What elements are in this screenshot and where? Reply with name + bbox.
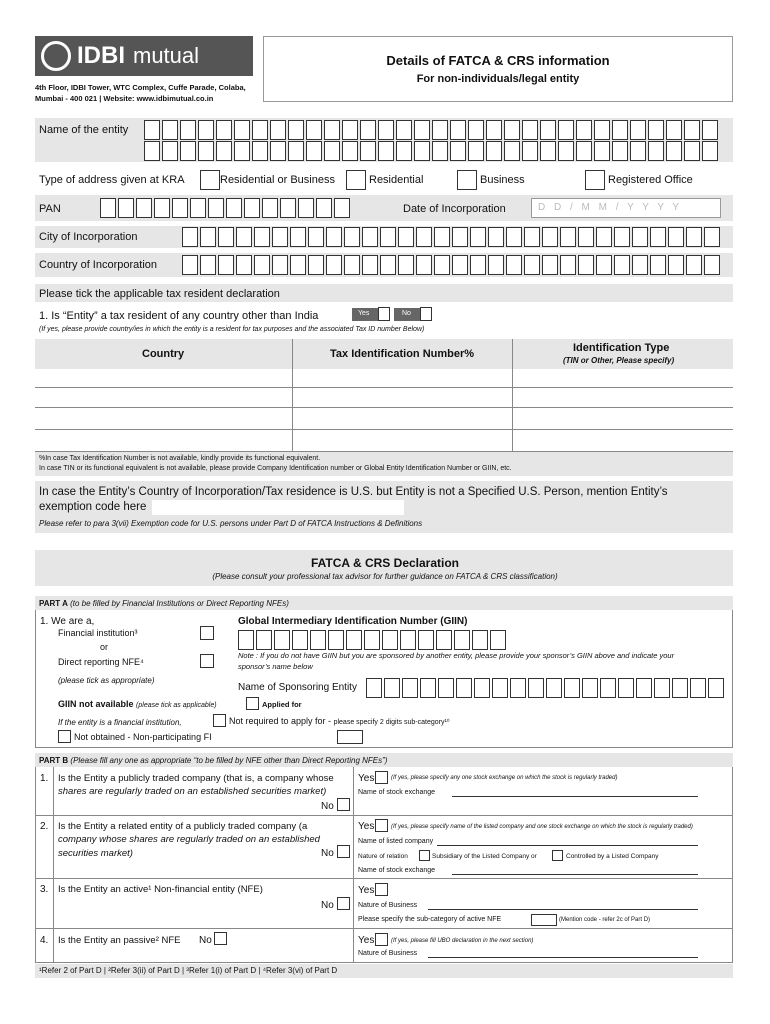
q3-yes: Yes bbox=[358, 885, 375, 896]
q3-bus: Nature of Business bbox=[358, 902, 418, 909]
q2-yes-checkbox[interactable] bbox=[375, 819, 388, 832]
char-cell[interactable] bbox=[582, 678, 598, 698]
address2: Mumbai - 400 021 | Website: www.idbimutual.co.in bbox=[35, 94, 214, 103]
char-cell[interactable] bbox=[522, 141, 538, 161]
char-cell[interactable] bbox=[280, 198, 296, 218]
q1-text: Is the Entity a publicly traded company (that is, a company whose bbox=[58, 773, 334, 784]
char-cell[interactable] bbox=[596, 227, 612, 247]
char-cell[interactable] bbox=[274, 630, 290, 650]
tax-no-label: No bbox=[394, 308, 420, 321]
entity-name-label: Name of the entity bbox=[39, 124, 129, 136]
char-cell[interactable] bbox=[668, 227, 684, 247]
char-cell[interactable] bbox=[216, 120, 232, 140]
char-cell[interactable] bbox=[474, 678, 490, 698]
char-cell[interactable] bbox=[344, 227, 360, 247]
char-cell[interactable] bbox=[542, 227, 558, 247]
char-cell[interactable] bbox=[668, 255, 684, 275]
sponsor-label: Name of Sponsoring Entity bbox=[238, 682, 357, 693]
char-cell[interactable] bbox=[708, 678, 724, 698]
char-cell[interactable] bbox=[144, 141, 160, 161]
char-cell[interactable] bbox=[272, 255, 288, 275]
char-cell[interactable] bbox=[414, 120, 430, 140]
char-cell[interactable] bbox=[684, 120, 700, 140]
char-cell[interactable] bbox=[488, 227, 504, 247]
char-cell[interactable] bbox=[456, 678, 472, 698]
fi-checkbox[interactable] bbox=[200, 626, 214, 640]
exemption-code-input[interactable] bbox=[152, 500, 404, 515]
tick-note: (please tick as appropriate) bbox=[58, 676, 155, 685]
parta-label: PART A bbox=[39, 599, 68, 608]
char-cell[interactable] bbox=[450, 141, 466, 161]
q3-no-checkbox[interactable] bbox=[337, 897, 350, 910]
char-cell[interactable] bbox=[270, 120, 286, 140]
char-cell[interactable] bbox=[362, 227, 378, 247]
char-cell[interactable] bbox=[418, 630, 434, 650]
q1-exch-input[interactable] bbox=[452, 796, 698, 797]
partb-note: (Please fill any one as appropriate “to be filled by NFE other than Direct Reporting NFEs”) bbox=[70, 756, 388, 765]
giin-note: Note : If you do not have GIIN but you are sponsored by another entity, please provide your sponsor’s GIIN above and indicate your bbox=[238, 651, 675, 660]
we-are: 1. We are a, bbox=[40, 616, 95, 627]
char-cell[interactable] bbox=[438, 678, 454, 698]
char-cell[interactable] bbox=[382, 630, 398, 650]
char-cell[interactable] bbox=[436, 630, 452, 650]
char-cell[interactable] bbox=[472, 630, 488, 650]
char-cell[interactable] bbox=[690, 678, 706, 698]
applied-label: Applied for bbox=[262, 700, 302, 709]
char-cell[interactable] bbox=[200, 227, 216, 247]
tax-yes-label: Yes bbox=[352, 308, 378, 321]
char-cell[interactable] bbox=[654, 678, 670, 698]
char-cell[interactable] bbox=[288, 141, 304, 161]
char-cell[interactable] bbox=[270, 141, 286, 161]
char-cell[interactable] bbox=[180, 120, 196, 140]
char-cell[interactable] bbox=[576, 120, 592, 140]
tax-q1-note: (If yes, please provide country/ies in which the entity is a resident for tax purposes and the associated Tax ID number Below) bbox=[39, 326, 425, 333]
char-cell[interactable] bbox=[486, 120, 502, 140]
char-cell[interactable] bbox=[684, 141, 700, 161]
char-cell[interactable] bbox=[298, 198, 314, 218]
char-cell[interactable] bbox=[704, 255, 720, 275]
q4-yes-checkbox[interactable] bbox=[375, 933, 388, 946]
char-cell[interactable] bbox=[364, 630, 380, 650]
q4-bus-input[interactable] bbox=[428, 957, 698, 958]
address: 4th Floor, IDBI Tower, WTC Complex, Cuffe Parade, Colaba, bbox=[35, 83, 246, 92]
us-exempt-text2: exemption code here bbox=[39, 501, 147, 513]
applied-checkbox[interactable] bbox=[246, 697, 259, 710]
q4-text: Is the Entity an passive² NFE bbox=[58, 935, 181, 946]
bus-label: Business bbox=[480, 174, 525, 186]
char-cell[interactable] bbox=[162, 120, 178, 140]
char-cell[interactable] bbox=[290, 227, 306, 247]
q1-exch: Name of stock exchange bbox=[358, 789, 436, 796]
char-cell[interactable] bbox=[578, 227, 594, 247]
nfe-label: Direct reporting NFE⁴ bbox=[58, 657, 144, 667]
q1-no-checkbox[interactable] bbox=[337, 798, 350, 811]
col-id-type: Identification Type bbox=[573, 342, 670, 354]
q3-yes-checkbox[interactable] bbox=[375, 883, 388, 896]
char-cell[interactable] bbox=[360, 141, 376, 161]
q4-yes-note: (If yes, please fill UBO declaration in the next section) bbox=[391, 938, 534, 944]
q2-text2: company whose shares are regularly traded on an established bbox=[58, 834, 320, 845]
char-cell[interactable] bbox=[328, 630, 344, 650]
char-cell[interactable] bbox=[600, 678, 616, 698]
char-cell[interactable] bbox=[396, 120, 412, 140]
char-cell[interactable] bbox=[396, 141, 412, 161]
char-cell[interactable] bbox=[686, 255, 702, 275]
char-cell[interactable] bbox=[492, 678, 508, 698]
q1-no: No bbox=[321, 801, 334, 812]
char-cell[interactable] bbox=[154, 198, 170, 218]
char-cell[interactable] bbox=[558, 120, 574, 140]
char-cell[interactable] bbox=[360, 120, 376, 140]
logo bbox=[35, 36, 253, 76]
page-subtitle: For non-individuals/legal entity bbox=[416, 73, 580, 85]
char-cell[interactable] bbox=[672, 678, 688, 698]
q2-sub-checkbox[interactable] bbox=[419, 850, 430, 861]
not-req-note: please specify 2 digits sub-category¹⁰ bbox=[333, 719, 450, 726]
char-cell[interactable] bbox=[612, 120, 628, 140]
q3-code: (Mention code - refer 2c of Part D) bbox=[559, 917, 651, 923]
char-cell[interactable] bbox=[326, 227, 342, 247]
col-country: Country bbox=[142, 348, 185, 360]
char-cell[interactable] bbox=[612, 141, 628, 161]
char-cell[interactable] bbox=[226, 198, 242, 218]
char-cell[interactable] bbox=[470, 227, 486, 247]
char-cell[interactable] bbox=[614, 227, 630, 247]
char-cell[interactable] bbox=[380, 255, 396, 275]
char-cell[interactable] bbox=[506, 255, 522, 275]
tin-note1: %In case Tax Identification Number is not available, kindly provide its functional equivalent. bbox=[39, 455, 321, 462]
doi-label: Date of Incorporation bbox=[403, 203, 506, 215]
tax-yes-checkbox[interactable] bbox=[378, 307, 390, 321]
char-cell[interactable] bbox=[560, 255, 576, 275]
char-cell[interactable] bbox=[510, 678, 526, 698]
country-input[interactable] bbox=[182, 255, 722, 275]
char-cell[interactable] bbox=[524, 227, 540, 247]
reg-checkbox[interactable] bbox=[585, 170, 605, 190]
char-cell[interactable] bbox=[218, 227, 234, 247]
char-cell[interactable] bbox=[236, 255, 252, 275]
giin-na-note: (please tick as applicable) bbox=[136, 702, 217, 709]
char-cell[interactable] bbox=[200, 255, 216, 275]
q3-bus-input[interactable] bbox=[428, 909, 698, 910]
char-cell[interactable] bbox=[420, 678, 436, 698]
q2-exch: Name of stock exchange bbox=[358, 867, 436, 874]
char-cell[interactable] bbox=[100, 198, 116, 218]
q3-sub: Please specify the sub-category of active NFE bbox=[358, 916, 502, 923]
giin-note2: sponsor’s name below bbox=[238, 662, 313, 671]
res-bus-checkbox[interactable] bbox=[200, 170, 220, 190]
res-label: Residential bbox=[369, 174, 424, 186]
q4-bus: Nature of Business bbox=[358, 950, 418, 957]
char-cell[interactable] bbox=[292, 630, 308, 650]
logo-text: IDBI bbox=[77, 42, 125, 69]
char-cell[interactable] bbox=[434, 255, 450, 275]
char-cell[interactable] bbox=[342, 120, 358, 140]
footer-refs: ¹Refer 2 of Part D | ²Refer 3(ii) of Part D | ³Refer 1(i) of Part D | ⁴Refer 3(vi) of Part D bbox=[39, 966, 338, 975]
char-cell[interactable] bbox=[630, 120, 646, 140]
char-cell[interactable] bbox=[416, 255, 432, 275]
char-cell[interactable] bbox=[632, 227, 648, 247]
char-cell[interactable] bbox=[172, 198, 188, 218]
char-cell[interactable] bbox=[666, 120, 682, 140]
char-cell[interactable] bbox=[490, 630, 506, 650]
char-cell[interactable] bbox=[564, 678, 580, 698]
char-cell[interactable] bbox=[378, 141, 394, 161]
logo-sub: mutual bbox=[133, 43, 200, 68]
char-cell[interactable] bbox=[256, 630, 272, 650]
tin-note2: In case TIN or its functional equivalent is not available, please provide Company Identification number or Global Entity Identification Number or GIIN, etc. bbox=[39, 465, 512, 472]
q4-no-checkbox[interactable] bbox=[214, 932, 227, 945]
parta-note: (to be filled by Financial Institutions or Direct Reporting NFEs) bbox=[70, 599, 289, 608]
char-cell[interactable] bbox=[398, 227, 414, 247]
char-cell[interactable] bbox=[162, 141, 178, 161]
q3-num: 3. bbox=[40, 884, 49, 895]
us-exempt-note: Please refer to para 3(vii) Exemption code for U.S. persons under Part D of FATCA Instructions & Definitions bbox=[39, 519, 423, 528]
char-cell[interactable] bbox=[704, 227, 720, 247]
char-cell[interactable] bbox=[362, 255, 378, 275]
doi-input[interactable]: D D / M M / Y Y Y Y bbox=[531, 198, 721, 218]
q2-yes-note: (If yes, please specify name of the listed company and one stock exchange on which the stock is regularly traded) bbox=[391, 824, 693, 830]
col-id-type-sub: (TIN or Other, Please specify) bbox=[563, 356, 675, 365]
char-cell[interactable] bbox=[504, 120, 520, 140]
if-fi: If the entity is a financial institution, bbox=[58, 718, 182, 727]
char-cell[interactable] bbox=[334, 198, 350, 218]
char-cell[interactable] bbox=[324, 141, 340, 161]
char-cell[interactable] bbox=[326, 255, 342, 275]
res-bus-label: Residential or Business bbox=[220, 174, 335, 186]
logo-mark-icon bbox=[41, 41, 71, 71]
char-cell[interactable] bbox=[306, 141, 322, 161]
tax-q1: 1. Is “Entity” a tax resident of any country other than India bbox=[39, 310, 319, 322]
char-cell[interactable] bbox=[262, 198, 278, 218]
q2-rel: Nature of relation bbox=[358, 853, 408, 860]
char-cell[interactable] bbox=[308, 255, 324, 275]
char-cell[interactable] bbox=[506, 227, 522, 247]
char-cell[interactable] bbox=[632, 255, 648, 275]
char-cell[interactable] bbox=[252, 120, 268, 140]
char-cell[interactable] bbox=[524, 255, 540, 275]
char-cell[interactable] bbox=[486, 141, 502, 161]
char-cell[interactable] bbox=[648, 141, 664, 161]
char-cell[interactable] bbox=[594, 141, 610, 161]
char-cell[interactable] bbox=[414, 141, 430, 161]
char-cell[interactable] bbox=[180, 141, 196, 161]
char-cell[interactable] bbox=[468, 141, 484, 161]
or-label: or bbox=[100, 642, 109, 652]
page-title: Details of FATCA & CRS information bbox=[386, 53, 610, 68]
not-req-checkbox[interactable] bbox=[213, 714, 226, 727]
col-tin: Tax Identification Number% bbox=[330, 348, 475, 360]
pan-label: PAN bbox=[39, 203, 61, 215]
partb-label: PART B bbox=[39, 756, 69, 765]
q1-yes-note: (If yes, please specify any one stock exchange on which the stock is regularly traded) bbox=[391, 775, 618, 781]
char-cell[interactable] bbox=[346, 630, 362, 650]
country-label: Country of Incorporation bbox=[39, 259, 158, 271]
char-cell[interactable] bbox=[234, 120, 250, 140]
city-label: City of Incorporation bbox=[39, 231, 138, 243]
q4-num: 4. bbox=[40, 935, 49, 946]
char-cell[interactable] bbox=[118, 198, 134, 218]
char-cell[interactable] bbox=[310, 630, 326, 650]
char-cell[interactable] bbox=[636, 678, 652, 698]
q2-text3: securities market) bbox=[58, 848, 133, 859]
char-cell[interactable] bbox=[398, 255, 414, 275]
char-cell[interactable] bbox=[254, 227, 270, 247]
fi-label: Financial institution³ bbox=[58, 628, 138, 638]
decl-sub: (Please consult your professional tax advisor for further guidance on FATCA & CRS classification) bbox=[212, 572, 558, 581]
char-cell[interactable] bbox=[366, 678, 382, 698]
char-cell[interactable] bbox=[216, 141, 232, 161]
q4-no: No bbox=[199, 935, 212, 946]
title-box bbox=[263, 36, 733, 102]
subcat-input[interactable] bbox=[337, 730, 363, 744]
char-cell[interactable] bbox=[244, 198, 260, 218]
char-cell[interactable] bbox=[614, 255, 630, 275]
tax-no-checkbox[interactable] bbox=[420, 307, 432, 321]
char-cell[interactable] bbox=[236, 227, 252, 247]
char-cell[interactable] bbox=[648, 120, 664, 140]
char-cell[interactable] bbox=[182, 227, 198, 247]
char-cell[interactable] bbox=[380, 227, 396, 247]
q2-num: 2. bbox=[40, 821, 49, 832]
pan-input[interactable] bbox=[100, 198, 352, 218]
char-cell[interactable] bbox=[546, 678, 562, 698]
char-cell[interactable] bbox=[686, 227, 702, 247]
giin-input[interactable] bbox=[238, 630, 508, 650]
char-cell[interactable] bbox=[618, 678, 634, 698]
char-cell[interactable] bbox=[254, 255, 270, 275]
char-cell[interactable] bbox=[402, 678, 418, 698]
char-cell[interactable] bbox=[400, 630, 416, 650]
char-cell[interactable] bbox=[324, 120, 340, 140]
char-cell[interactable] bbox=[378, 120, 394, 140]
char-cell[interactable] bbox=[234, 141, 250, 161]
char-cell[interactable] bbox=[290, 255, 306, 275]
char-cell[interactable] bbox=[384, 678, 400, 698]
char-cell[interactable] bbox=[468, 120, 484, 140]
decl-title: FATCA & CRS Declaration bbox=[310, 556, 460, 570]
char-cell[interactable] bbox=[432, 141, 448, 161]
char-cell[interactable] bbox=[288, 120, 304, 140]
char-cell[interactable] bbox=[702, 141, 718, 161]
char-cell[interactable] bbox=[488, 255, 504, 275]
char-cell[interactable] bbox=[252, 141, 268, 161]
q2-no: No bbox=[321, 848, 334, 859]
res-checkbox[interactable] bbox=[346, 170, 366, 190]
char-cell[interactable] bbox=[650, 255, 666, 275]
giin-title: Global Intermediary Identification Number (GIIN) bbox=[238, 616, 468, 627]
char-cell[interactable] bbox=[342, 141, 358, 161]
char-cell[interactable] bbox=[238, 630, 254, 650]
q2-listed: Name of listed company bbox=[358, 838, 434, 845]
q1-yes-checkbox[interactable] bbox=[375, 771, 388, 784]
char-cell[interactable] bbox=[470, 255, 486, 275]
not-req: Not required to apply for - bbox=[229, 716, 332, 726]
char-cell[interactable] bbox=[542, 255, 558, 275]
char-cell[interactable] bbox=[272, 227, 288, 247]
q2-sub: Subsidiary of the Listed Company or bbox=[432, 853, 537, 860]
char-cell[interactable] bbox=[522, 120, 538, 140]
char-cell[interactable] bbox=[344, 255, 360, 275]
char-cell[interactable] bbox=[450, 120, 466, 140]
char-cell[interactable] bbox=[576, 141, 592, 161]
char-cell[interactable] bbox=[504, 141, 520, 161]
char-cell[interactable] bbox=[666, 141, 682, 161]
q2-ctrl: Controlled by a Listed Company bbox=[566, 853, 659, 860]
q2-no-checkbox[interactable] bbox=[337, 845, 350, 858]
char-cell[interactable] bbox=[528, 678, 544, 698]
char-cell[interactable] bbox=[182, 255, 198, 275]
nfe-checkbox[interactable] bbox=[200, 654, 214, 668]
char-cell[interactable] bbox=[454, 630, 470, 650]
q2-exch-input[interactable] bbox=[452, 874, 698, 875]
q1-yes: Yes bbox=[358, 773, 375, 784]
q3-no: No bbox=[321, 900, 334, 911]
not-obt-checkbox[interactable] bbox=[58, 730, 71, 743]
char-cell[interactable] bbox=[144, 120, 160, 140]
char-cell[interactable] bbox=[432, 120, 448, 140]
char-cell[interactable] bbox=[190, 198, 206, 218]
char-cell[interactable] bbox=[198, 141, 214, 161]
char-cell[interactable] bbox=[540, 141, 556, 161]
giin-na: GIIN not available bbox=[58, 699, 134, 709]
char-cell[interactable] bbox=[650, 227, 666, 247]
char-cell[interactable] bbox=[578, 255, 594, 275]
char-cell[interactable] bbox=[136, 198, 152, 218]
q1-text2: shares are regularly traded on an established securities market) bbox=[58, 786, 327, 797]
bus-checkbox[interactable] bbox=[457, 170, 477, 190]
address-type-label: Type of address given at KRA bbox=[39, 174, 185, 186]
char-cell[interactable] bbox=[208, 198, 224, 218]
char-cell[interactable] bbox=[560, 227, 576, 247]
char-cell[interactable] bbox=[452, 255, 468, 275]
q4-yes: Yes bbox=[358, 935, 375, 946]
us-exempt-text: In case the Entity’s Country of Incorporation/Tax residence is U.S. but Entity is not a Specified U.S. Person, mention Entity’s bbox=[39, 486, 668, 498]
sponsor-input[interactable] bbox=[366, 678, 726, 698]
char-cell[interactable] bbox=[702, 120, 718, 140]
city-input[interactable] bbox=[182, 227, 722, 247]
entity-name-input[interactable] bbox=[144, 120, 720, 140]
q1-num: 1. bbox=[40, 773, 49, 784]
char-cell[interactable] bbox=[594, 120, 610, 140]
char-cell[interactable] bbox=[198, 120, 214, 140]
entity-name-input-2[interactable] bbox=[144, 141, 720, 161]
q2-text: Is the Entity a related entity of a publicly traded company (a bbox=[58, 821, 308, 832]
char-cell[interactable] bbox=[316, 198, 332, 218]
tax-header: Please tick the applicable tax resident declaration bbox=[39, 288, 280, 300]
char-cell[interactable] bbox=[558, 141, 574, 161]
q3-text: Is the Entity an active¹ Non-financial entity (NFE) bbox=[58, 884, 263, 895]
char-cell[interactable] bbox=[308, 227, 324, 247]
char-cell[interactable] bbox=[630, 141, 646, 161]
q2-listed-input[interactable] bbox=[437, 845, 698, 846]
char-cell[interactable] bbox=[218, 255, 234, 275]
not-obt: Not obtained - Non-participating FI bbox=[74, 732, 212, 742]
char-cell[interactable] bbox=[540, 120, 556, 140]
reg-label: Registered Office bbox=[608, 174, 693, 186]
char-cell[interactable] bbox=[306, 120, 322, 140]
char-cell[interactable] bbox=[452, 227, 468, 247]
q2-yes: Yes bbox=[358, 821, 375, 832]
char-cell[interactable] bbox=[434, 227, 450, 247]
char-cell[interactable] bbox=[416, 227, 432, 247]
q2-ctrl-checkbox[interactable] bbox=[552, 850, 563, 861]
q3-sub-input[interactable] bbox=[531, 914, 557, 926]
char-cell[interactable] bbox=[596, 255, 612, 275]
